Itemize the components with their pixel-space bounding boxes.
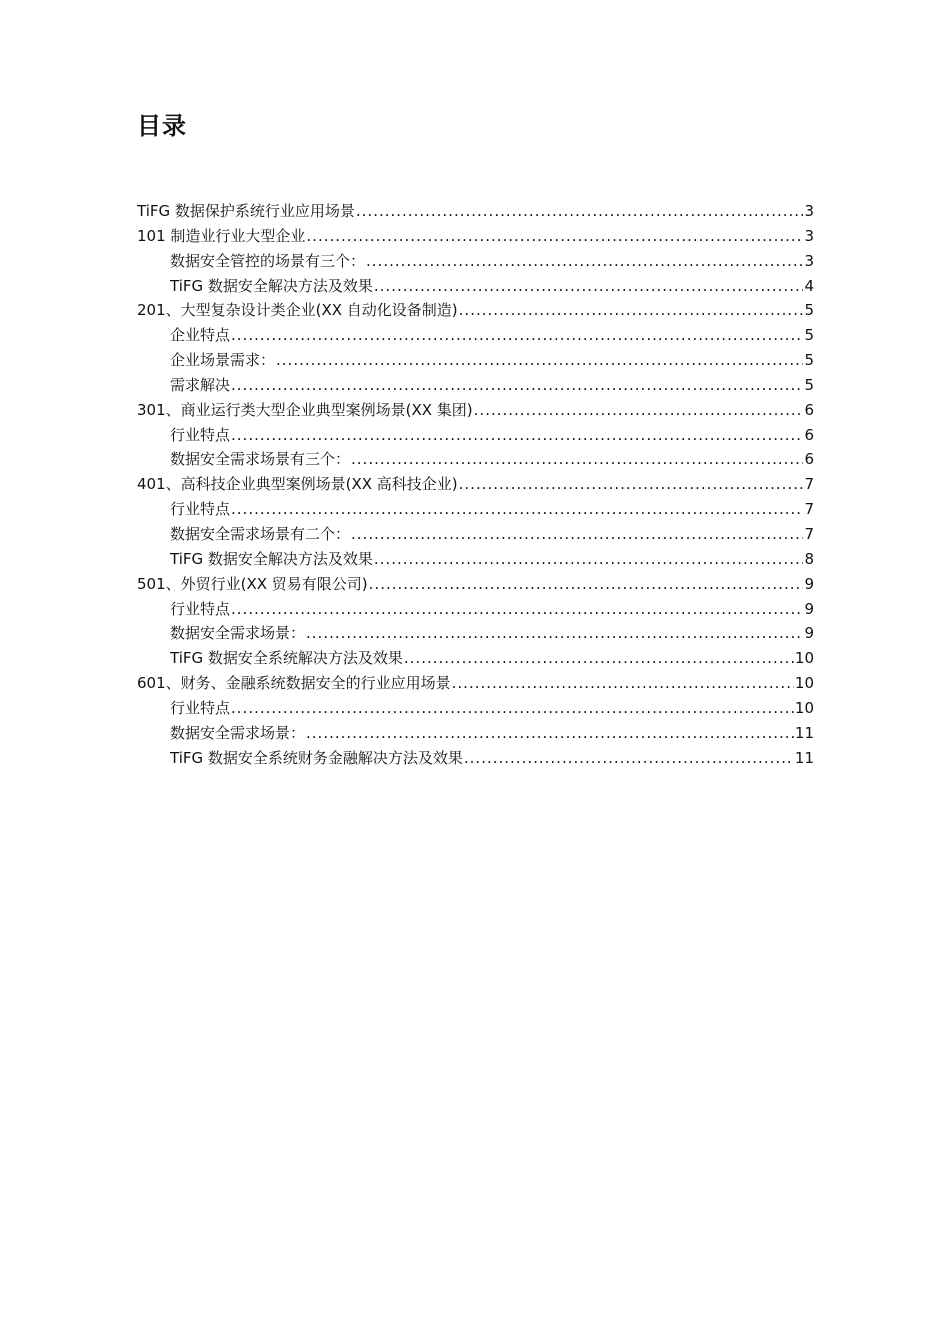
- toc-page-number: 10: [794, 674, 814, 693]
- toc-entry-text: TiFG 数据安全系统解决方法及效果: [170, 649, 403, 668]
- toc-entry-text: 201、大型复杂设计类企业(XX 自动化设备制造): [137, 301, 458, 320]
- toc-page-number: 4: [804, 276, 814, 295]
- toc-entry[interactable]: [137, 224, 814, 249]
- toc-entry-text: 数据安全需求场景有二个：: [170, 524, 351, 543]
- toc-page-number: 10: [794, 649, 814, 668]
- toc-page-number: 3: [804, 202, 814, 220]
- toc-list: [137, 199, 814, 770]
- toc-entry[interactable]: [137, 497, 814, 522]
- toc-entry[interactable]: [137, 746, 814, 771]
- toc-page-number: 5: [804, 351, 814, 370]
- toc-entry[interactable]: [137, 249, 814, 274]
- toc-dot-leader: [404, 646, 794, 671]
- toc-page-number: 7: [804, 475, 814, 494]
- toc-dot-leader: [351, 447, 803, 472]
- toc-page-number: 11: [794, 748, 814, 767]
- toc-entry-text: TiFG 数据安全解决方法及效果: [170, 549, 373, 568]
- toc-entry[interactable]: [137, 373, 814, 398]
- toc-dot-leader: [231, 497, 803, 522]
- toc-entry-text: 行业特点: [170, 698, 231, 717]
- toc-entry-text: 企业场景需求：: [170, 351, 276, 370]
- toc-entry[interactable]: [137, 572, 814, 597]
- toc-dot-leader: [306, 721, 794, 746]
- toc-entry[interactable]: [137, 447, 814, 472]
- toc-dot-leader: [276, 348, 803, 373]
- toc-entry-text: 401、高科技企业典型案例场景(XX 高科技企业): [137, 475, 458, 494]
- toc-entry[interactable]: [137, 348, 814, 373]
- toc-page-number: 8: [804, 549, 814, 568]
- toc-dot-leader: [452, 671, 794, 696]
- toc-page-number: 3: [804, 226, 814, 245]
- toc-entry[interactable]: [137, 646, 814, 671]
- toc-dot-leader: [374, 547, 804, 572]
- toc-dot-leader: [231, 696, 794, 721]
- toc-entry-text: 数据安全需求场景有三个：: [170, 450, 351, 469]
- toc-entry[interactable]: [137, 621, 814, 646]
- toc-entry-text: 数据安全需求场景：: [170, 723, 306, 742]
- toc-entry[interactable]: [137, 472, 814, 497]
- toc-dot-leader: [374, 274, 804, 299]
- toc-entry-text: 601、财务、金融系统数据安全的行业应用场景: [137, 674, 451, 693]
- toc-entry-text: TiFG 数据安全解决方法及效果: [170, 276, 373, 295]
- toc-entry-text: TiFG 数据保护系统行业应用场景: [137, 202, 355, 220]
- toc-dot-leader: [459, 298, 804, 323]
- toc-entry[interactable]: [137, 696, 814, 721]
- toc-page-number: 9: [804, 624, 814, 643]
- toc-entry-text: 企业特点: [170, 326, 231, 345]
- toc-page-number: 5: [804, 375, 814, 394]
- toc-page-number: 6: [804, 425, 814, 444]
- toc-page-number: 5: [804, 326, 814, 345]
- toc-dot-leader: [459, 472, 804, 497]
- toc-entry[interactable]: [137, 597, 814, 622]
- toc-entry[interactable]: [137, 274, 814, 299]
- toc-entry-text: 行业特点: [170, 500, 231, 519]
- toc-dot-leader: [306, 224, 803, 249]
- toc-dot-leader: [306, 621, 803, 646]
- toc-entry-text: 数据安全管控的场景有三个：: [170, 251, 366, 270]
- toc-page-number: 6: [804, 450, 814, 469]
- toc-entry[interactable]: [137, 199, 814, 224]
- toc-entry[interactable]: [137, 721, 814, 746]
- toc-page-number: 7: [804, 524, 814, 543]
- toc-dot-leader: [231, 323, 803, 348]
- toc-entry-text: 数据安全需求场景：: [170, 624, 306, 643]
- toc-page-number: 5: [804, 301, 814, 320]
- toc-entry-text: 501、外贸行业(XX 贸易有限公司): [137, 574, 368, 593]
- toc-entry[interactable]: [137, 398, 814, 423]
- toc-entry[interactable]: [137, 323, 814, 348]
- toc-entry-text: 行业特点: [170, 425, 231, 444]
- toc-dot-leader: [356, 199, 804, 224]
- toc-entry-text: 行业特点: [170, 599, 231, 618]
- toc-page-number: 6: [804, 400, 814, 419]
- toc-entry-text: 需求解决: [170, 375, 231, 394]
- toc-dot-leader: [351, 522, 803, 547]
- toc-dot-leader: [231, 373, 803, 398]
- toc-page-number: 7: [804, 500, 814, 519]
- toc-entry-text: 301、商业运行类大型企业典型案例场景(XX 集团): [137, 400, 473, 419]
- toc-dot-leader: [369, 572, 804, 597]
- toc-dot-leader: [231, 597, 803, 622]
- toc-entry[interactable]: [137, 522, 814, 547]
- toc-entry[interactable]: [137, 423, 814, 448]
- toc-title: 目录: [137, 112, 187, 140]
- toc-dot-leader: [464, 746, 794, 771]
- toc-entry[interactable]: [137, 671, 814, 696]
- toc-page-number: 10: [794, 698, 814, 717]
- toc-entry-text: TiFG 数据安全系统财务金融解决方法及效果: [170, 748, 463, 767]
- toc-dot-leader: [231, 423, 803, 448]
- toc-entry[interactable]: [137, 547, 814, 572]
- toc-page-number: 9: [804, 574, 814, 593]
- toc-page-number: 3: [804, 251, 814, 270]
- toc-page-number: 9: [804, 599, 814, 618]
- toc-entry-text: 101 制造业行业大型企业: [137, 226, 306, 245]
- toc-page-number: 11: [794, 723, 814, 742]
- toc-dot-leader: [474, 398, 804, 423]
- toc-dot-leader: [366, 249, 803, 274]
- toc-entry[interactable]: [137, 298, 814, 323]
